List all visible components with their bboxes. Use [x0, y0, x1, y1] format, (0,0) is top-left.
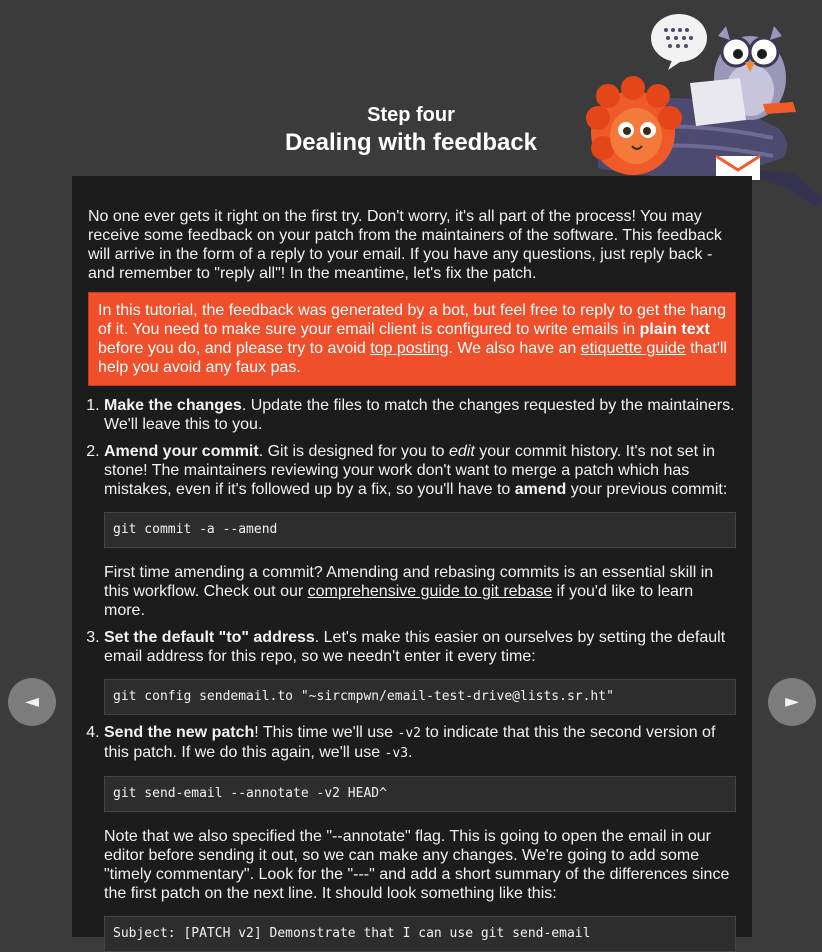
page-title: Dealing with feedback [284, 129, 538, 156]
alert-text: In this tutorial, the feedback was generated by a bot, but feel free to reply to get the hang of it. You need to make sure your email client is configured to write emails in [98, 302, 726, 338]
step-label: Step four [367, 104, 455, 126]
code-block-config[interactable]: git config sendemail.to "~sircmpwn/email-test-drive@lists.sr.ht" [104, 679, 736, 715]
step-text [104, 442, 736, 499]
step-send-new-patch [104, 723, 736, 952]
code-block-amend[interactable]: git commit -a --amend [104, 512, 736, 548]
step-title: Set the default "to" address [104, 629, 315, 646]
tutorial-content [72, 176, 752, 941]
alert-text: . We also have an [448, 340, 581, 357]
alert-text: that'll help you avoid any faux pas. [98, 340, 727, 376]
steps-list [88, 396, 736, 952]
plain-text-emphasis: plain text [639, 321, 710, 338]
step-body: . [408, 744, 413, 761]
step-text [104, 723, 736, 763]
etiquette-guide-link[interactable]: etiquette guide [580, 340, 686, 357]
annotate-note: Note that we also specified the "--annotate" flag. This is going to open the email in our editor before sending it out, so we can make any changes. We're going to add some "timely commentary". Look for the "---" and add a short summary of the differences since the first patch on the next line. It should look something like this: [104, 828, 730, 902]
note-text: First time amending a commit? Amending and rebasing commits is an essential skill in this workflow. Check out our [104, 564, 714, 600]
step-amend-commit [104, 442, 736, 620]
step-body: . Git is designed for you to [258, 443, 450, 460]
top-posting-link[interactable]: top posting [370, 340, 449, 357]
step-title: Send the new patch [104, 724, 255, 741]
inline-code-v2: -v2 [397, 726, 421, 741]
rebase-guide-note [104, 563, 736, 620]
inline-code-v3: -v3 [384, 746, 409, 761]
step-body: your commit history. It's not set in stone! The maintainers reviewing your work don't want to merge a patch which has mistakes, even if it's followed up by a fix, so you'll have to [104, 443, 715, 498]
git-rebase-guide-link[interactable]: comprehensive guide to git rebase [307, 583, 553, 600]
previous-step-button[interactable]: ◄ [8, 678, 56, 726]
code-block-subject[interactable]: Subject: [PATCH v2] Demonstrate that I can use git send-email [104, 916, 736, 952]
step-title: Make the changes [104, 397, 242, 414]
code-block-send-email[interactable]: git send-email --annotate -v2 HEAD^ [104, 776, 736, 812]
note-text: if you'd like to learn more. [104, 583, 694, 619]
alert-text: before you do, and please try to avoid [98, 340, 371, 357]
step-body: . Update the files to match the changes requested by the maintainers. We'll leave this to you. [104, 397, 735, 433]
amend-emphasis: amend [514, 481, 567, 498]
step-make-changes [104, 396, 736, 434]
step-body: ! This time we'll use [254, 724, 398, 741]
feedback-alert [88, 292, 736, 386]
step-body: your previous commit: [566, 481, 728, 498]
next-step-button[interactable]: ► [768, 678, 816, 726]
step-body: . Let's make this easier on ourselves by setting the default email address for this repo, so we needn't enter it every time: [104, 629, 726, 665]
step-text [104, 396, 736, 434]
step-body: to indicate that this the second version of this patch. If we do this again, we'll use [104, 724, 716, 761]
step-set-to-address [104, 628, 736, 715]
step-title: Amend your commit [104, 443, 259, 460]
intro-paragraph: No one ever gets it right on the first try. Don't worry, it's all part of the process! You may receive some feedback on your patch from the maintainers of the software. This feedback will arrive in the form of a reply to your email. If you have any questions, just reply back - and remember to "reply all"! In the meantime, let's fix the patch. [88, 208, 722, 282]
step-text [104, 628, 736, 666]
edit-emphasis: edit [449, 443, 475, 460]
